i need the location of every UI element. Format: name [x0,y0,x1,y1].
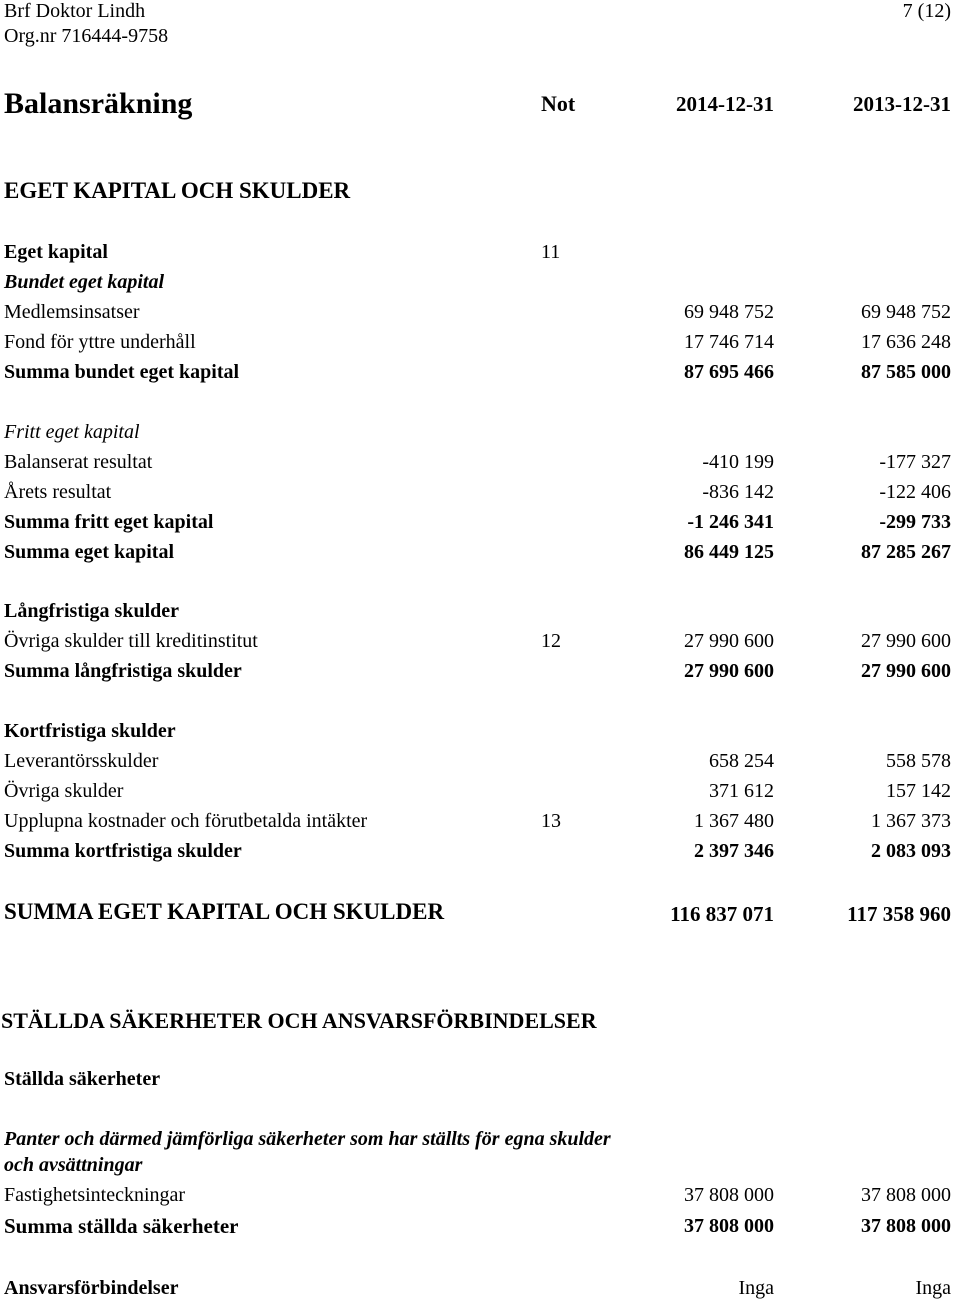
long-term-liabilities-heading: Långfristiga skulder [4,600,180,622]
grand-total-label: SUMMA EGET KAPITAL OCH SKULDER [4,899,445,924]
col-2014-header: 2014-12-31 [676,92,774,116]
section-heading: EGET KAPITAL OCH SKULDER [4,178,351,203]
equity-heading-row [0,237,960,267]
free-equity-heading: Fritt eget kapital [4,421,140,443]
company-name: Brf Doktor Lindh [4,0,146,22]
contingent-liabilities-label: Ansvarsförbindelser [4,1277,179,1299]
pledged-subheading: Panter och därmed jämförliga säkerheter som har ställts för egna skulder och avsättningar [4,1128,611,1176]
contingent-liabilities-2013: Inga [915,1277,951,1299]
pledged-heading: Ställda säkerheter [4,1068,161,1090]
sum-row: Summa eget kapital 86 449 125 87 285 267 [4,541,951,563]
table-row: Leverantörsskulder 658 254 558 578 [4,750,951,772]
equity-heading: Eget kapital [4,241,108,263]
sum-row: Summa bundet eget kapital 87 695 466 87 585 000 [4,361,951,383]
restricted-equity-heading: Bundet eget kapital [4,271,164,293]
table-row: Övriga skulder 371 612 157 142 [4,780,951,802]
sum-row: Summa kortfristiga skulder 2 397 346 2 083 093 [4,840,951,862]
org-number: Org.nr 716444-9758 [4,25,169,47]
free-equity-heading-row [0,417,960,447]
table-row: Årets resultat -836 142 -122 406 [4,481,951,503]
grand-total-2014: 116 837 071 [670,902,774,926]
org-number-line [0,21,960,51]
page-title: Balansräkning [4,87,193,120]
restricted-equity-heading-row [0,267,960,297]
sum-row: Summa ställda säkerheter 37 808 000 37 808 000 [4,1214,951,1238]
section-equity-liabilities [0,176,960,206]
sum-row: Summa fritt eget kapital -1 246 341 -299 733 [4,511,951,533]
page-number: 7 (12) [902,0,951,22]
grand-total-row [0,897,960,929]
contingent-liabilities-row [0,1273,960,1303]
table-row: Upplupna kostnader och förutbetalda intäkter 13 1 367 480 1 367 373 [4,810,951,832]
sum-row: Summa långfristiga skulder 27 990 600 27 990 600 [4,660,951,682]
grand-total-2013: 117 358 960 [847,902,951,926]
contingent-liabilities-2014: Inga [738,1277,774,1299]
title-row [0,86,960,122]
table-row: Fond för yttre underhåll 17 746 714 17 636 248 [4,331,951,353]
table-row: Övriga skulder till kreditinstitut 12 27 990 600 27 990 600 [4,630,951,652]
short-term-liabilities-heading: Kortfristiga skulder [4,720,176,742]
section-pledged-contingent [0,1006,960,1036]
pledged-heading-row [0,1064,960,1094]
table-row: Medlemsinsatser 69 948 752 69 948 752 [4,301,951,323]
col-note-header: Not [541,91,576,116]
equity-note: 11 [541,241,561,263]
table-row: Balanserat resultat -410 199 -177 327 [4,451,951,473]
section-heading: STÄLLDA SÄKERHETER OCH ANSVARSFÖRBINDELSER [1,1008,597,1033]
col-2013-header: 2013-12-31 [853,92,951,116]
table-row: Fastighetsinteckningar 37 808 000 37 808 000 [4,1184,951,1206]
pledged-subheading-block [4,1126,644,1178]
short-term-liabilities-heading-row [0,716,960,746]
long-term-liabilities-heading-row [0,596,960,626]
